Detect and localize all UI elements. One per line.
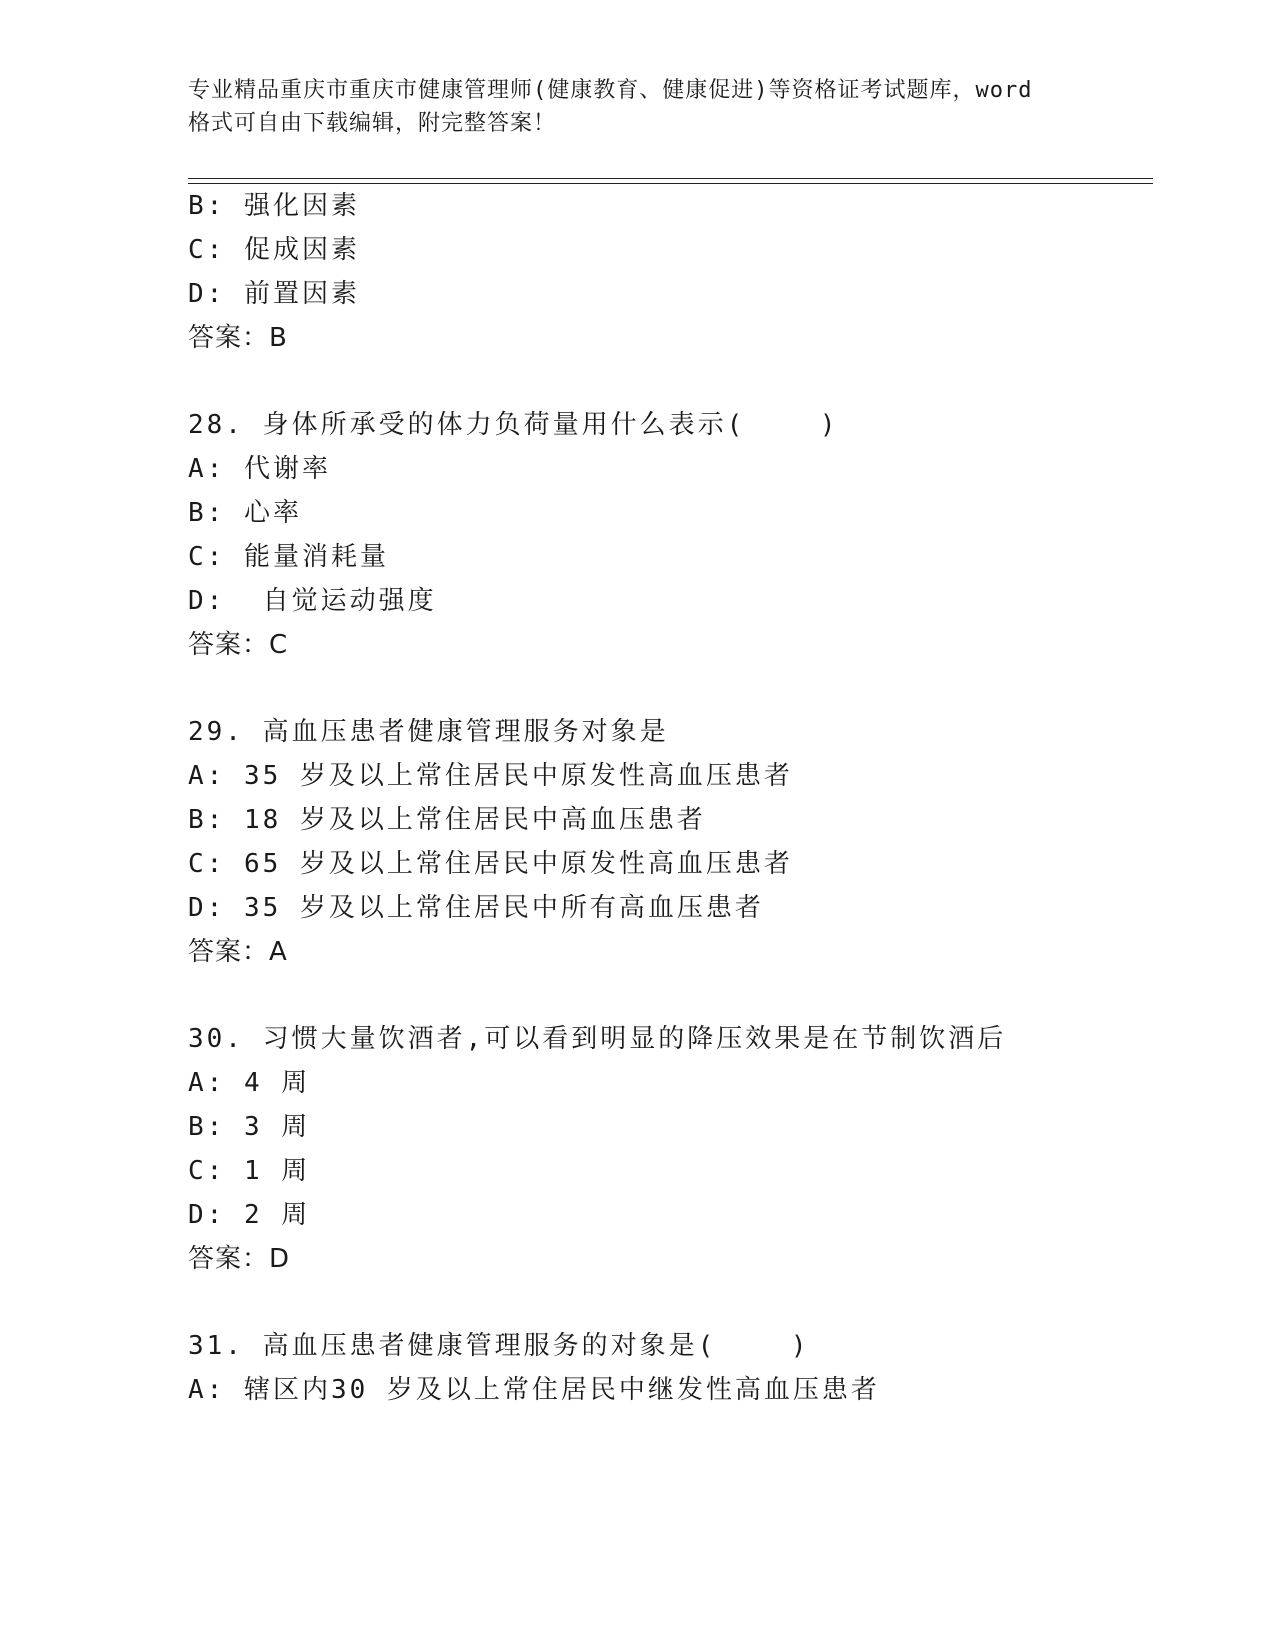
question-29-stem: 29. 高血压患者健康管理服务对象是 bbox=[188, 717, 669, 747]
option-d: D: 自觉运动强度 bbox=[188, 586, 437, 616]
option-c: C: 能量消耗量 bbox=[188, 542, 389, 572]
option-a: A: 代谢率 bbox=[188, 454, 331, 484]
option-c: C: 65 岁及以上常住居民中原发性高血压患者 bbox=[188, 849, 793, 879]
option-b: B: 强化因素 bbox=[188, 191, 360, 221]
option-a: A: 辖区内30 岁及以上常住居民中继发性高血压患者 bbox=[188, 1375, 880, 1405]
document-header bbox=[188, 74, 1128, 140]
option-b: B: 18 岁及以上常住居民中高血压患者 bbox=[188, 805, 706, 835]
answer-line: 答案：B bbox=[188, 323, 288, 353]
option-c: C: 促成因素 bbox=[188, 235, 360, 265]
header-rule-bottom bbox=[188, 183, 1153, 184]
option-b: B: 3 周 bbox=[188, 1112, 311, 1142]
answer-line: 答案：A bbox=[188, 937, 288, 967]
option-a: A: 4 周 bbox=[188, 1068, 311, 1098]
option-c: C: 1 周 bbox=[188, 1156, 311, 1186]
answer-line: 答案：D bbox=[188, 1244, 291, 1274]
option-b: B: 心率 bbox=[188, 498, 302, 528]
answer-line: 答案：C bbox=[188, 630, 289, 660]
option-d: D: 35 岁及以上常住居民中所有高血压患者 bbox=[188, 893, 764, 923]
header-rule-top bbox=[188, 178, 1153, 179]
option-d: D: 2 周 bbox=[188, 1200, 311, 1230]
header-line-2: 格式可自由下载编辑，附完整答案！ bbox=[188, 111, 557, 136]
question-31-stem: 31. 高血压患者健康管理服务的对象是( ) bbox=[188, 1331, 810, 1361]
header-line-1: 专业精品重庆市重庆市健康管理师(健康教育、健康促进)等资格证考试题库，word bbox=[188, 78, 1033, 103]
option-a: A: 35 岁及以上常住居民中原发性高血压患者 bbox=[188, 761, 793, 791]
option-d: D: 前置因素 bbox=[188, 279, 360, 309]
question-28-stem: 28. 身体所承受的体力负荷量用什么表示( ) bbox=[188, 410, 839, 440]
question-30-stem: 30. 习惯大量饮酒者,可以看到明显的降压效果是在节制饮酒后 bbox=[188, 1024, 1007, 1054]
